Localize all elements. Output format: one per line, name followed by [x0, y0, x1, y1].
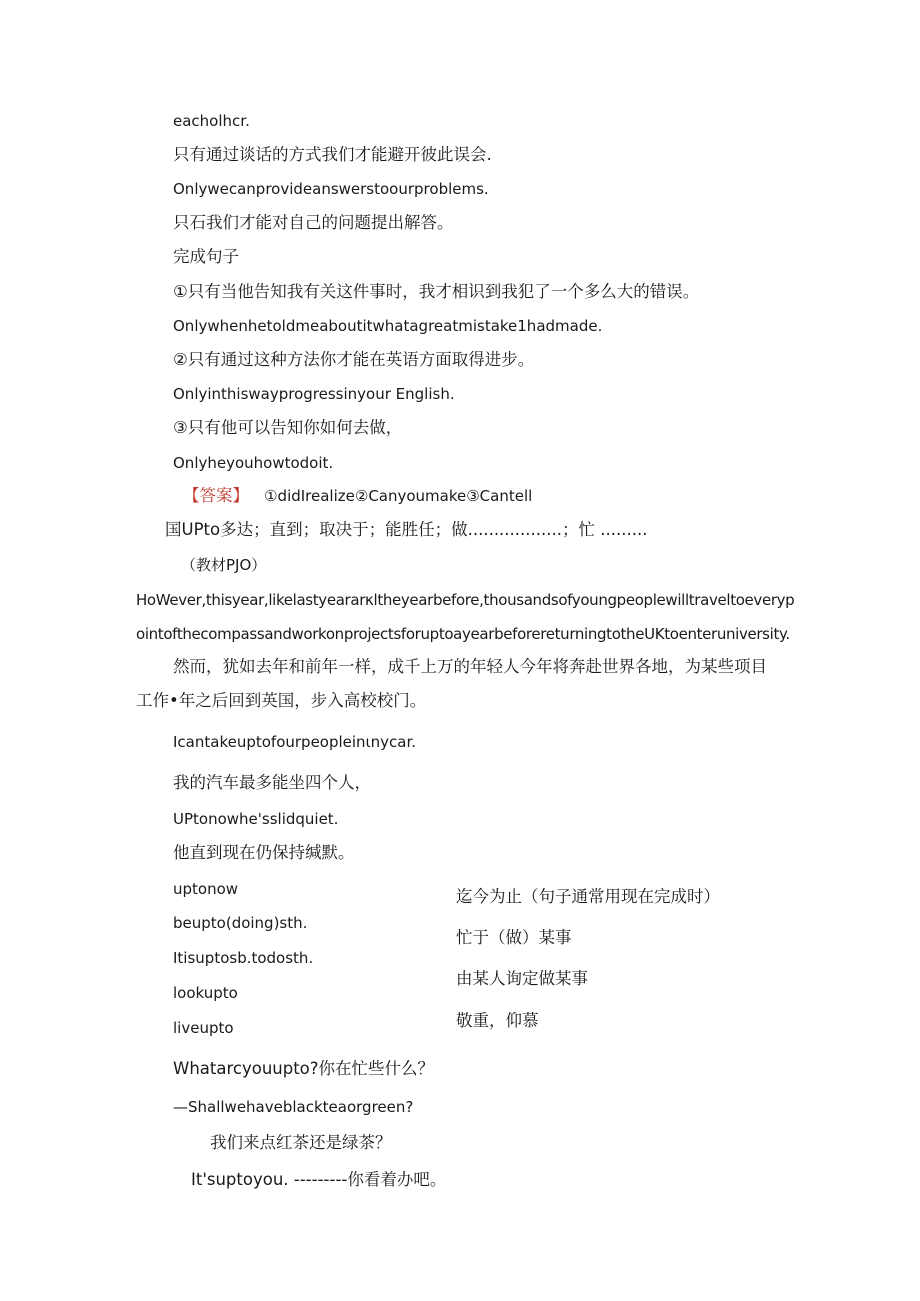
text-line: eacholhcr. — [173, 112, 250, 130]
translation: 我的汽车最多能坐四个人， — [173, 773, 371, 792]
phrase-en: uptonow — [173, 880, 239, 898]
answer-text: ①didIrealize②Canyoumake③Cantell — [264, 487, 533, 505]
dialogue-line: —Shallwehaveblackteaorgreen? — [173, 1098, 414, 1116]
example-sentence: Icantakeuptofourpeopleinιnycar. — [173, 733, 417, 751]
phrase-en: beupto(doing)sth. — [173, 914, 308, 932]
example-sentence: HoWever,thisyear,likelastyeararκltheyearbefore,thousandsofyoungpeoplewilltraveltoeveryp — [136, 591, 795, 609]
exercise-sentence: Onlywhenhetoldmeaboutitwhatagreatmistake1hadmade. — [173, 317, 603, 335]
phrase-zh: 忙于（做）某事 — [456, 928, 572, 947]
exercise-sentence: Onlyinthiswayprogressinyour English. — [173, 385, 455, 403]
translation: 工作•年之后回到英国，步入高校校门。 — [136, 691, 427, 710]
example-sentence: ointofthecompassandworkonprojectsforuptoayearbeforereturningtotheUKtoenteruniversity. — [136, 625, 790, 643]
exercise-sentence: Onlyheyouhowtodoit. — [173, 454, 334, 472]
exercise-question: ①只有当他告知我有关这件事时，我才相识到我犯了一个多么大的错误。 — [173, 282, 700, 301]
answer-line — [183, 486, 532, 506]
phrase-en: Itisuptosb.todosth. — [173, 949, 314, 967]
translation: 他直到现在仍保持缄默。 — [173, 843, 355, 862]
phrase-en: liveupto — [173, 1019, 234, 1037]
phrase-zh: 迄今为止（句子通常用现在完成时） — [456, 887, 720, 906]
answer-label: 【答案】 — [183, 486, 249, 505]
example-sentence: UPtonowhe'sslidquiet. — [173, 810, 339, 828]
text-line: 只石我们才能对自己的问题提出解答。 — [173, 213, 454, 232]
text-line: 只有通过谈话的方式我们才能避开彼此误会. — [173, 145, 492, 164]
source-note: （教材PJO） — [181, 556, 267, 574]
phrase-zh: 由某人询定做某事 — [456, 969, 588, 988]
translation: 然而，犹如去年和前年一样，成千上万的年轻人今年将奔赴世界各地，为某些项目 — [173, 657, 767, 676]
dialogue-line: It'suptoyou. ---------你看着办吧。 — [191, 1170, 447, 1189]
phrase-heading: 国UPto多达；直到；取决于；能胜任；做..................；忙 ......... — [165, 520, 648, 539]
section-heading: 完成句子 — [173, 247, 239, 266]
exercise-question: ③只有他可以告知你如何去做， — [173, 418, 403, 437]
dialogue-translation: 我们来点红茶还是绿茶？ — [210, 1133, 392, 1152]
phrase-zh: 敬重，仰慕 — [456, 1011, 539, 1030]
text-line: Onlywecanprovideanswerstoourproblems. — [173, 180, 489, 198]
exercise-question: ②只有通过这种方法你才能在英语方面取得进步。 — [173, 350, 535, 369]
dialogue-line: Whatarcyouupto?你在忙些什么？ — [173, 1059, 435, 1078]
phrase-en: lookupto — [173, 984, 238, 1002]
